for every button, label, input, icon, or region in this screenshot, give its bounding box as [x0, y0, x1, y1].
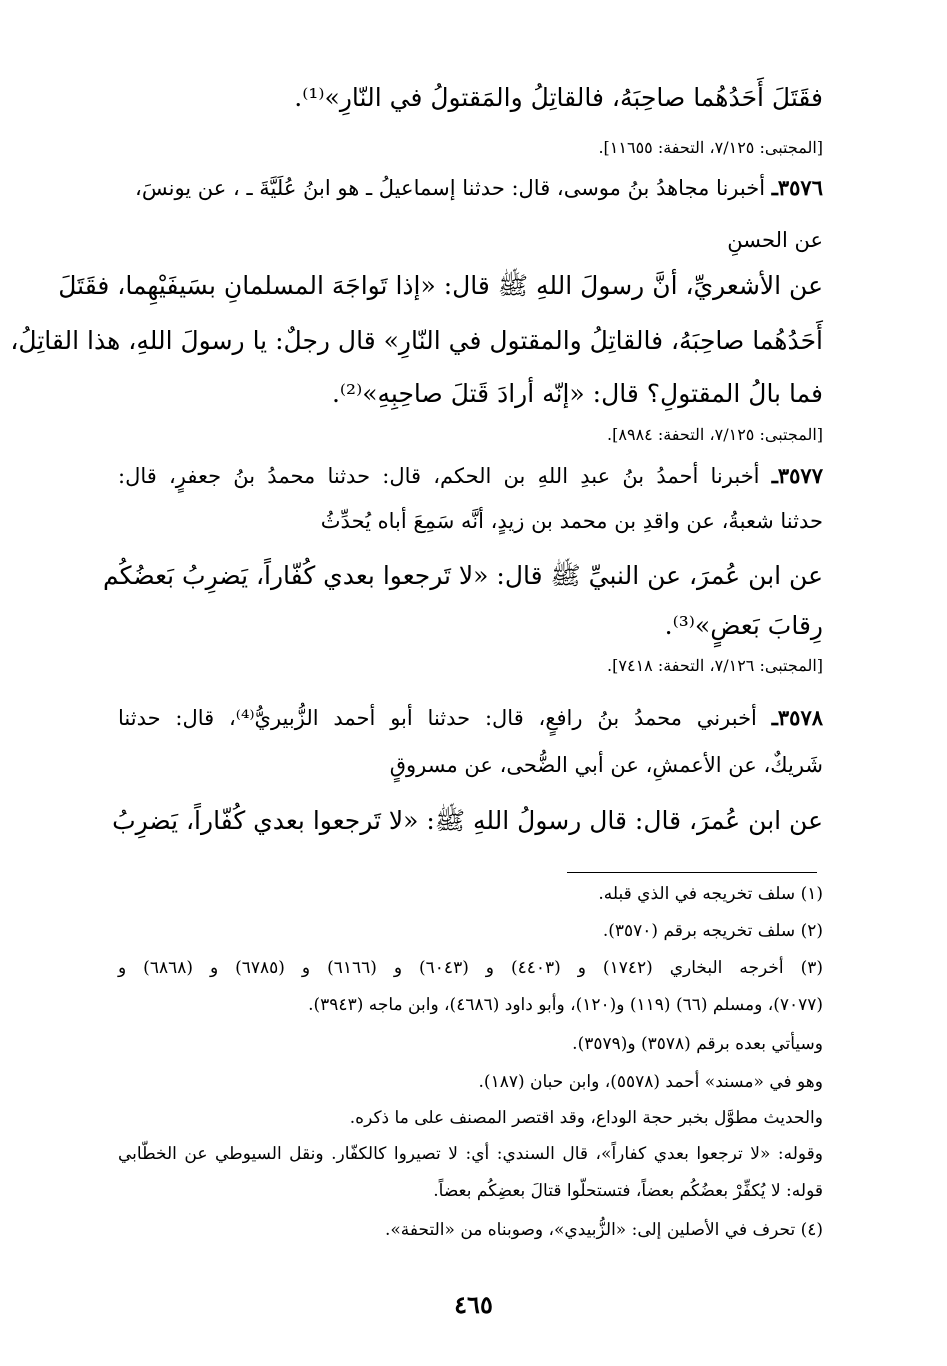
isnad-text: أخبرنا مجاهدُ بنُ موسى، قال: حدثنا إسماعيلُ ـ هو ابنُ عُلَيَّةَ ـ ، عن يونسَ، [135, 176, 772, 200]
hadith-isnad-line [118, 175, 823, 201]
page-number: ٤٦٥ [454, 1290, 493, 1319]
source-reference: [المجتبى: ٧/١٢٦، التحفة: ٧٤١٨]. [607, 656, 823, 675]
hadith-number: ٣٥٧٧ـ [771, 463, 823, 488]
hadith-number: ٣٥٧٦ـ [771, 175, 823, 200]
footnote: وسيأتي بعده برقم (٣٥٧٨) و(٣٥٧٩). [572, 1034, 823, 1054]
hadith-text-line: أَحَدُهُما صاحِبَهُ، فالقاتِلُ والمقتول في النّارِ» قال رجلٌ: يا رسولَ اللهِ، هذا القاتِلُ، [10, 326, 823, 355]
footnote: والحديث مطوَّل بخبر حجة الوداع، وقد اقتصر المصنف على ما ذكره. [349, 1108, 823, 1128]
source-reference: [المجتبى: ٧/١٢٥، التحفة: ١١٦٥٥]. [598, 138, 823, 157]
hadith-text-line: فما بالُ المقتولِ؟ قال: «إنّه أرادَ قَتلَ صاحِبِهِ»⁽²⁾. [331, 379, 823, 408]
hadith-text-line: عن الأشعريِّ، أنَّ رسولَ اللهِ ﷺ قال: «إذا تَواجَهَ المسلمانِ بسَيفَيْهِما، فقَتَلَ [58, 271, 823, 300]
footnote-separator [567, 872, 817, 873]
footnote: وهو في «مسند» أحمد (٥٥٧٨)، وابن حبان (١٨٧). [478, 1072, 823, 1092]
source-reference: [المجتبى: ٧/١٢٥، التحفة: ٨٩٨٤]. [607, 425, 823, 444]
hadith-isnad-line [118, 463, 823, 489]
hadith-text-line: عن ابن عُمرَ، عن النبيِّ ﷺ قال: «لا تَرجعوا بعدي كُفّاراً، يَضرِبُ بَعضُكُم [102, 561, 823, 590]
isnad-continuation: شَريكٌ، عن الأعمشِ، عن أبي الضُّحى، عن مسروقٍ [389, 753, 823, 777]
hadith-text-line: عن ابن عُمرَ، قال: قال رسولُ اللهِ ﷺ: «لا تَرجعوا بعدي كُفّاراً، يَضرِبُ [112, 806, 823, 835]
footnote: (٢) سلف تخريجه برقم (٣٥٧٠). [602, 921, 823, 941]
footnote: (٣) أخرجه البخاري (١٧٤٢) و (٤٤٠٣) و (٦٠٤٣) و (٦١٦٦) و (٦٧٨٥) و (٦٨٦٨) و [118, 958, 823, 978]
footnote: وقوله: «لا ترجعوا بعدي كفاراً»، قال السندي: أي: لا تصيروا كالكفّار. ونقل السيوطي عن الخطّابي [118, 1144, 823, 1164]
isnad-text: أخبرني محمدُ بنُ رافعٍ، قال: حدثنا أبو أحمد الزُّبيريُّ⁽⁴⁾، قال: حدثنا [118, 706, 772, 730]
hadith-text-line: فقَتَلَ أَحَدُهُما صاحِبَهُ، فالقاتِلُ والمَقتولُ في النّارِ»⁽¹⁾. [294, 83, 823, 112]
hadith-number: ٣٥٧٨ـ [771, 705, 824, 730]
hadith-text-line: رِقابَ بَعضٍ»⁽³⁾. [664, 611, 823, 640]
hadith-isnad-line [118, 705, 823, 731]
isnad-continuation: عن الحسنِ [727, 228, 823, 252]
isnad-text: أخبرنا أحمدُ بنُ عبدِ اللهِ بن الحكم، قال: حدثنا محمدُ بنُ جعفرٍ، قال: [118, 464, 772, 488]
footnote: (٧٠٧٧)، ومسلم (٦٦) (١١٩) و(١٢٠)، وأبو داود (٤٦٨٦)، وابن ماجه (٣٩٤٣). [308, 995, 823, 1015]
footnote: (٤) تحرف في الأصلين إلى: «الزُّبيدي»، وصوبناه من «التحفة». [384, 1220, 823, 1240]
footnote: قوله: لا يُكفِّرْ بعضُكُم بعضاً، فتستحلّوا قتالَ بعضِكُم بعضاً. [433, 1181, 823, 1201]
footnote: (١) سلف تخريجه في الذي قبله. [598, 884, 823, 904]
isnad-continuation: حدثنا شعبةُ، عن واقدِ بن محمد بن زيدٍ، أنَّه سَمِعَ أباه يُحدِّثُ [320, 509, 823, 533]
